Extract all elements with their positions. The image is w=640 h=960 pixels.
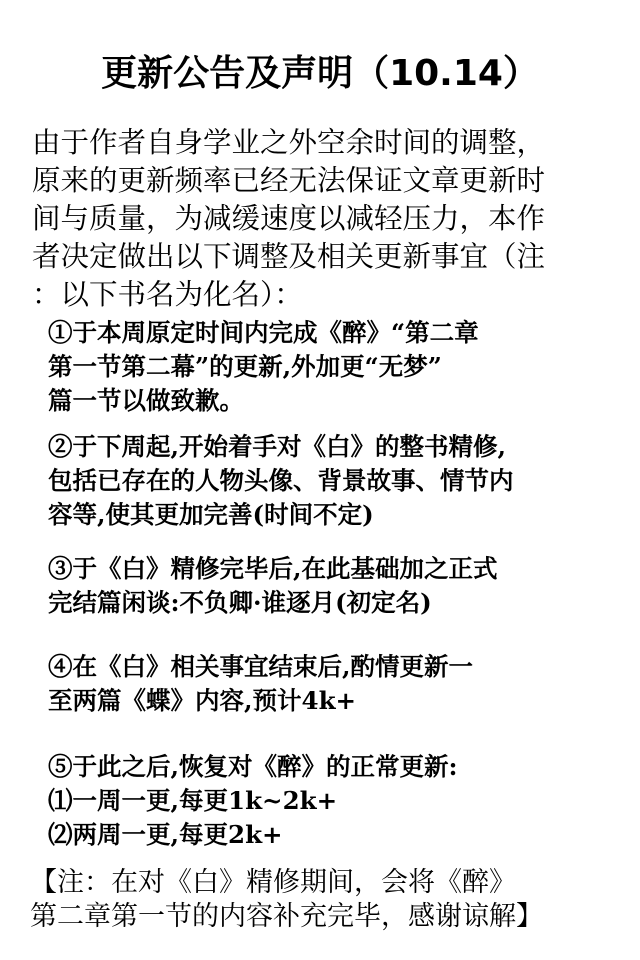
item-line: 篇一节以做致歉。 (48, 386, 244, 415)
item-line: ④在《白》相关事宜结束后,酌情更新一 (48, 652, 474, 681)
item-line: ①于本周原定时间内完成《醉》“第二章 (48, 318, 479, 347)
item-line: ③于《白》精修完毕后,在此基础加之正式 (48, 554, 498, 583)
list-item-3 (48, 552, 608, 620)
list-item-4 (48, 650, 608, 718)
intro-line: 间与质量，为减缓速度以减轻压力，本作 (32, 202, 546, 235)
list-item-5 (48, 750, 608, 852)
item-line: 至两篇《蝶》内容,预计4k+ (48, 686, 357, 715)
note-line: 【注：在对《白》精修期间，会将《醉》 (30, 867, 516, 898)
intro-line: 者决定做出以下调整及相关更新事宜（注 (32, 240, 546, 273)
list-item-2 (48, 430, 608, 532)
intro-paragraph (32, 124, 612, 314)
item-line: 第一节第二幕”的更新,外加更“无梦” (48, 352, 442, 381)
item-line: 容等,使其更加完善(时间不定) (48, 500, 374, 529)
page-title: 更新公告及声明（10.14） (101, 53, 539, 94)
item-line: ⑤于此之后,恢复对《醉》的正常更新: (48, 752, 458, 781)
item-line: ⑴一周一更,每更1k~2k+ (48, 786, 338, 815)
intro-line: 原来的更新频率已经无法保证文章更新时 (32, 164, 546, 197)
item-line: ②于下周起,开始着手对《白》的整书精修, (48, 432, 507, 461)
item-line: ⑵两周一更,每更2k+ (48, 820, 283, 849)
item-line: 完结篇闲谈:不负卿·谁逐月(初定名) (48, 588, 432, 617)
list-item-1 (48, 316, 608, 418)
closing-note (30, 866, 620, 934)
intro-line: 由于作者自身学业之外空余时间的调整， (32, 126, 546, 159)
item-line: 包括已存在的人物头像、背景故事、情节内 (48, 466, 514, 495)
intro-line: ：以下书名为化名）： (32, 278, 303, 311)
note-line: 第二章第一节的内容补充完毕，感谢谅解】 (30, 901, 543, 932)
